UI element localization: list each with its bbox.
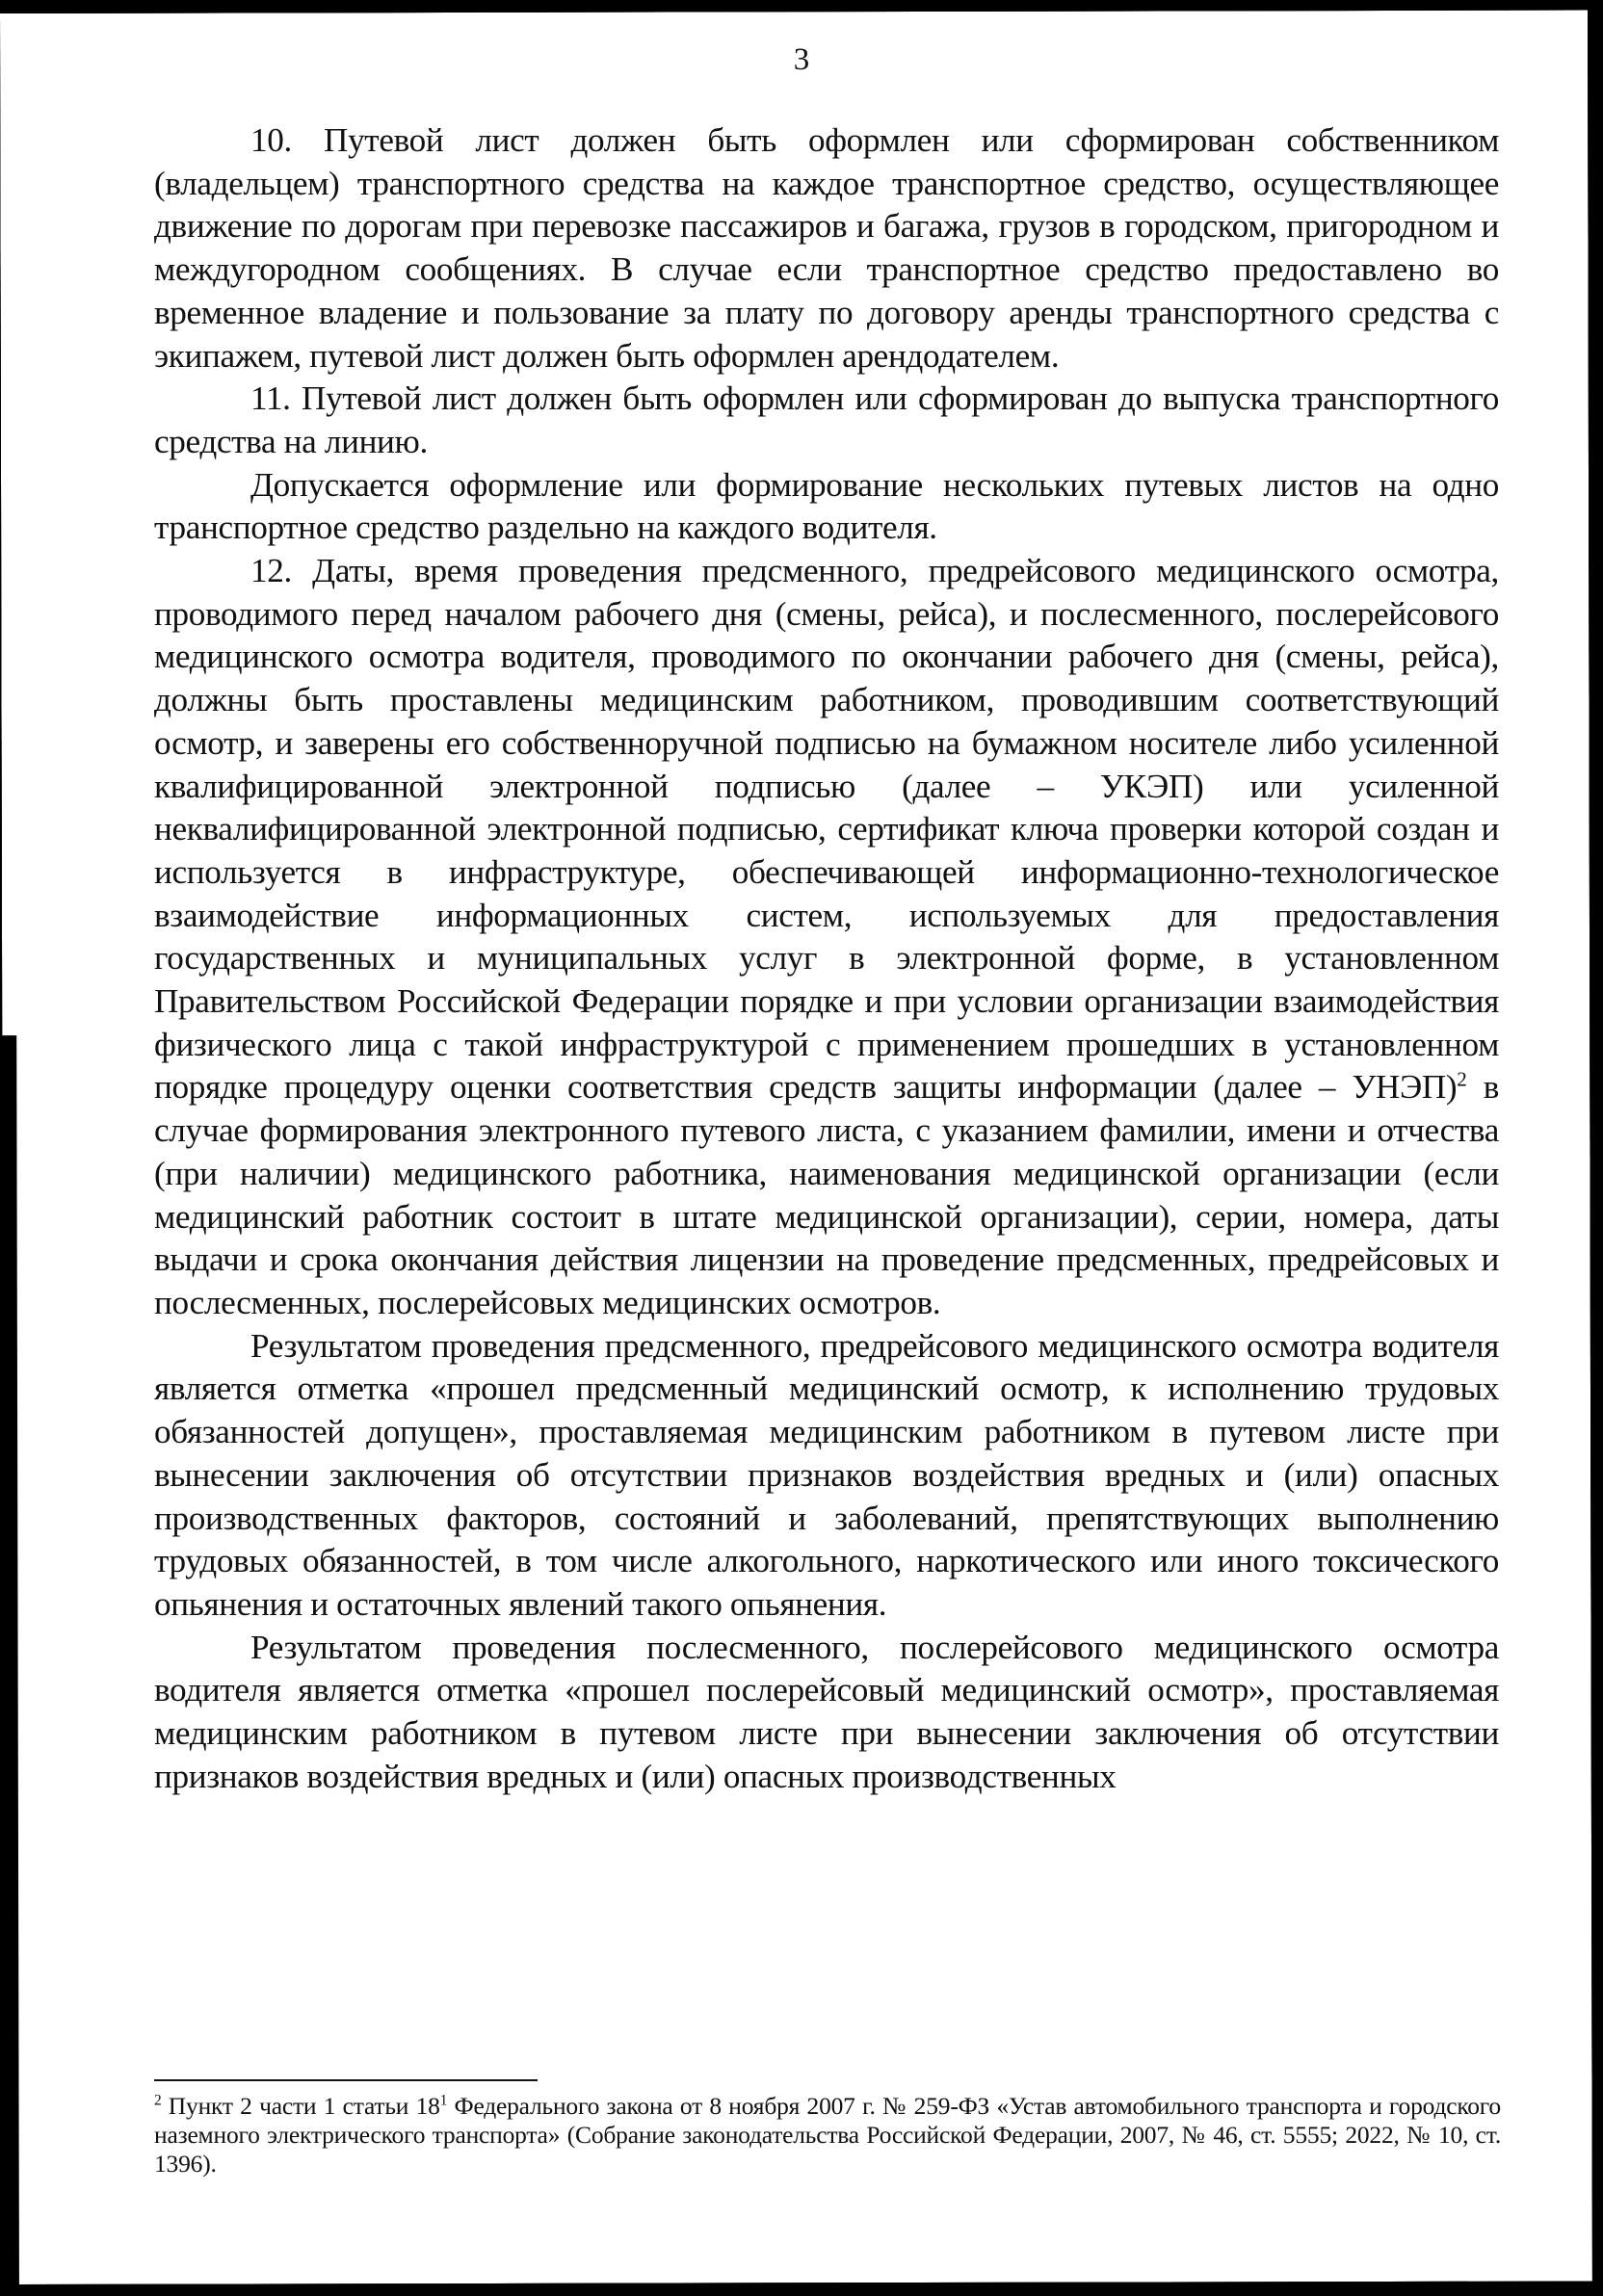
page-number: 3 [793,42,810,77]
footnote-separator [154,2079,538,2081]
paragraph-12-text: 12. Даты, время проведения предсменного, предрейсового медицинского осмотра, проводимого перед началом рабочего дня (смены, рейса), и послесменного, послерейсового медицинского осмотра водителя, проводимого по окончании рабочего дня (смены, рейса), должны быть проставлены медицинским работником, проводившим соответствующий осмотр, и заверены его собственноручной подписью на бумажном носителе либо усиленной квалифицированной электронной подписью (далее – УКЭП) или усиленной неквалифицированной электронной подписью, сертификат ключа проверки которой создан и используется в инфраструктуре, обеспечивающей информационно-технологическое взаимодействие информационных систем, используемых для предоставления государственных и муниципальных услуг в электронной форме, в установленном Правительством Российской Федерации порядке и при условии организации взаимодействия физического лица с такой инфраструктурой с применением прошедших в установленном порядке процедуру оценки соответствия средств защиты информации (далее – УНЭП) [154,552,1499,1107]
footnote-text-continued: Федерального закона от 8 ноября 2007 г. № 259-ФЗ «Устав автомобильного транспорта и городского наземного электрического транспорта» (Собрание законодательства Российской Федерации, 2007, № 46, ст. 5555; 2022, № 10, ст. 1396). [154,2092,1501,2178]
paragraph-multiple-waybills: Допускается оформление или формирование нескольких путевых листов на одно транспортное средство раздельно на каждого водителя. [154,465,1499,547]
footnote-text: Пункт 2 части 1 статьи 18 [161,2092,440,2120]
scan-border [0,1098,8,2296]
document-body [154,119,1499,1798]
footnote [154,2092,1501,2179]
footnote-2 [154,2092,1501,2179]
footnote-reference[interactable]: 2 [1457,1067,1467,1091]
article-superscript: 1 [439,2092,448,2109]
paragraph-post-shift-result: Результатом проведения послесменного, послерейсового медицинского осмотра водителя является отметка «прошел послерейсовый медицинский осмотр», проставляемая медицинским работником в путевом листе при вынесении заключения об отсутствии признаков воздействия вредных и (или) опасных производственных [154,1628,1499,1795]
paragraph-10: 10. Путевой лист должен быть оформлен или сформирован собственником (владельцем) транспортного средства на каждое транспортное средство, осуществляющее движение по дорогам при перевозке пассажиров и багажа, грузов в городском, пригородном и междугородном сообщениях. В случае если транспортное средство предоставлено во временное владение и пользование за плату по договору аренды транспортного средства с экипажем, путевой лист должен быть оформлен арендодателем. [154,121,1499,375]
footnote-marker: 2 [154,2092,162,2109]
paragraph-11: 11. Путевой лист должен быть оформлен или сформирован до выпуска транспортного средства на линию. [154,379,1499,460]
paragraph-12 [154,550,1499,1325]
paragraph-12-text-continued: в случае формирования электронного путевого листа, с указанием фамилии, имени и отчества (при наличии) медицинского работника, наименования медицинской организации (если медицинский работник состоит в штате медицинской организации), серии, номера, даты выдачи и срока окончания действия лицензии на проведение предсменных, предрейсовых и послесменных, послерейсовых медицинских осмотров. [154,1068,1499,1321]
paragraph-pre-shift-result: Результатом проведения предсменного, предрейсового медицинского осмотра водителя является отметка «прошел предсменный медицинский осмотр, к исполнению трудовых обязанностей допущен», проставляемая медицинским работником в путевом листе при вынесении заключения об отсутствии признаков воздействия вредных и (или) опасных производственных факторов, состояний и заболеваний, препятствующих выполнению трудовых обязанностей, в том числе алкогольного, наркотического или иного токсического опьянения и остаточных явлений такого опьянения. [154,1326,1499,1623]
